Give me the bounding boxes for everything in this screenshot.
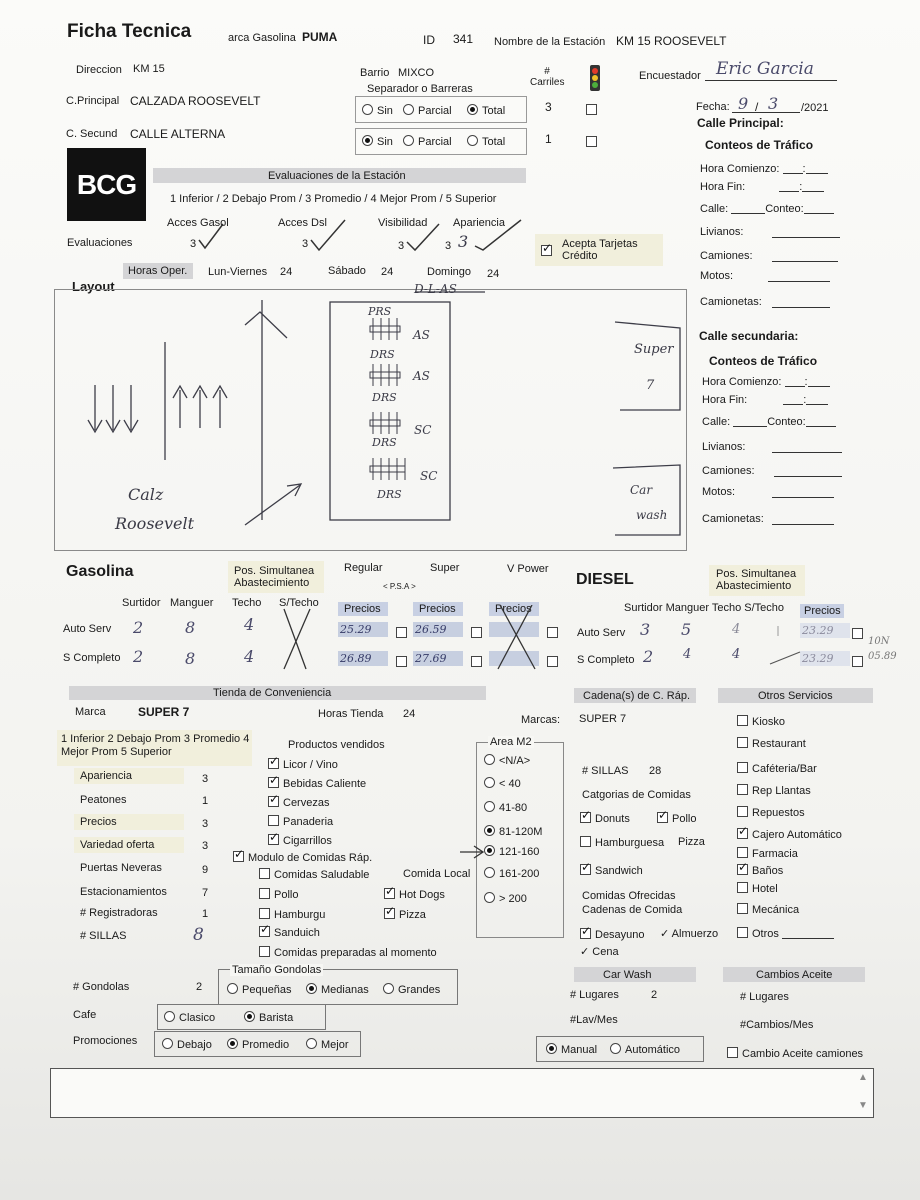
station-label: Nombre de la Estación — [494, 36, 606, 48]
rating-puertas-value: 9 — [202, 864, 209, 876]
diesel-columns-header: Surtidor Manguer Techo S/Techo — [624, 602, 784, 614]
gas-comp-surtidor[interactable]: 2 — [133, 647, 144, 666]
ts-livianos: Livianos: — [702, 441, 746, 453]
rating-peatones-value: 1 — [202, 795, 209, 807]
gas-auto-super-price[interactable]: 26.59 — [413, 622, 463, 637]
producto-panaderia[interactable]: Panaderia — [268, 815, 333, 828]
cafe-label: Cafe — [73, 1009, 97, 1021]
sep-principal-total[interactable]: Total — [467, 104, 505, 117]
acces-gasol-value: 3 — [190, 238, 197, 250]
tamano-medianas[interactable]: Medianas — [306, 983, 369, 996]
rating-peatones-label: Peatones — [80, 794, 127, 806]
semaforo-principal-checkbox[interactable] — [586, 101, 601, 119]
rating-estacionamientos-label: Estacionamientos — [80, 886, 167, 898]
cadena-sillas-value: 28 — [649, 765, 662, 777]
gasolina-title: Gasolina — [66, 563, 134, 580]
gas-super-label: Super — [430, 562, 460, 574]
conteos-principal-title: Conteos de Tráfico — [705, 138, 814, 152]
cat-pollo[interactable]: ✓ Pollo — [657, 812, 696, 825]
otros-hotel[interactable]: Hotel — [737, 882, 778, 895]
apariencia-label: Apariencia — [453, 217, 505, 229]
tarjetas-checkbox[interactable] — [541, 242, 556, 260]
acces-gasol-label: Acces Gasol — [167, 217, 229, 229]
oferta-desayuno[interactable]: ✓Desayuno — [580, 928, 645, 941]
station-value: KM 15 ROOSEVELT — [616, 34, 727, 48]
categorias-title: Catgorias de Comidas — [582, 789, 691, 801]
diesel-note-1: 10N — [868, 636, 890, 647]
ts-camiones: Camiones: — [702, 465, 755, 477]
area-gt200[interactable]: > 200 — [484, 892, 527, 905]
tp-hora-comienzo: Hora Comienzo: : — [700, 163, 828, 175]
evaluation-check-marks — [195, 218, 535, 254]
tp-camiones: Camiones: — [700, 250, 753, 262]
tp-hora-fin: Hora Fin: : — [700, 181, 824, 193]
otros-cajero[interactable]: ✓Cajero Automático — [737, 828, 842, 841]
diesel-comp-techo[interactable]: 4 — [732, 647, 741, 662]
diesel-auto-price[interactable]: 23.29 — [800, 623, 850, 638]
ficha-page: Ficha Tecnica arca Gasolina PUMA ID 341 Nombre de la Estación KM 15 ROOSEVELT Direccion KM 15 C.Principal CALZADA ROOSEVELT C. Secund CALLE ALTERNA Barrio MIXCO Separador o Barreras Sin Parcial Total Sin Parcial Total # Carriles 3 1 Encuestador Eric Garcia Fecha: 9 / 3 /2021 BCG Evaluaciones de la Estación 1 Inferior / 2 Debajo Prom / 3 Promedio / 4 Mejor Prom / 5 Superior Evaluaciones Acces Gasol 3 Acces Dsl 3 Visibilidad 3 Apariencia 3 3 ✓ Acepta Tarjetas Crédito Horas Oper. Lun-Viernes 24 Sábado 24 Domingo 24 Layout D-L-AS PRS AS DRS AS DRS SC DRS SC DRS Super 7 Car wash Calz Roosevelt Calle Principal: Conteos de Tráfico Hora Comienzo: : Hora Fin: : Calle: Conteo: Livianos: Camiones: Motos: Camionetas: Calle secundaria: Conteos de Tráfico Hora Comienzo: : Hora Fin: : Calle: Conteo: Livianos: Camiones: Motos: Camionetas: Gasolina Pos. Simultanea Abastecimiento Regular Super V Power < P.S.A > Surtidor Manguer Techo S/Techo Precios Precios Precios Auto Serv 2 8 4 25.29 26.59 S Completo 2 8 4 26.89 27.69 DIESEL Pos. Simultanea Abastecimiento Surtidor Manguer Techo S/Techo Precios Auto Serv 3 5 4 23.29 S Completo 2 4 4 23.29 10N 05.89 Tienda de Conveniencia Marca SUPER 7 Horas Tienda 24 1 Inferior 2 Debajo Prom 3 Promedio 4 Mejor Prom 5 Superior Apariencia 3 Peatones 1 Precios 3 Variedad oferta 3 Puertas Neveras 9 Estacionamientos 7 # Registradoras 1 # SILLAS 8 Productos vendidos ✓Licor / Vino ✓Bebidas Caliente ✓Cervezas Panaderia ✓Cigarrillos ✓Modulo de Comidas Ráp. Comidas Saludable Comida Local Pollo ✓ Hot Dogs Hamburgu ✓ Pizza ✓Sanduich Comidas preparadas al momento Area M2 <N/A> < 40 41-80 81-120M 121-160 161-200 > 200 # Gondolas 2 Tamaño Gondolas Pequeñas Medianas Grandes Cafe Clasico Barista Promociones Debajo Promedio Mejor Cadena(s) de C. Ráp. Marcas: SUPER 7 # SILLAS 28 Catgorias de Comidas ✓Donuts ✓ Pollo Hamburguesa Pizza ✓Sandwich Comidas Ofrecidas Cadenas de Comida ✓Desayuno ✓ Almuerzo ✓ Cena Otros Servicios Kiosko Restaurant Caféteria/Bar Rep Llantas Repuestos ✓Cajero Automático Farmacia ✓Baños Hotel Mecánica Otros Car Wash # Lugares 2 #Lav/Mes Manual Automático Cambios Aceite # Lugares #Cambios/Mes Cambio Aceite camiones ▲ ▼ — [0, 0, 920, 1200]
gas-precios-vpower: Precios — [495, 603, 532, 615]
rating-puertas-label: Puertas Neveras — [80, 862, 162, 874]
traffic-light-icon — [584, 64, 606, 94]
gas-possim-label: Pos. Simultanea Abastecimiento — [234, 565, 315, 590]
lunvie-value: 24 — [280, 266, 293, 278]
sketch-drs-3: DRS — [372, 436, 397, 449]
tamano-grandes[interactable]: Grandes — [383, 983, 440, 996]
comida-saludable[interactable]: Comidas Saludable — [259, 868, 369, 881]
promo-promedio[interactable]: Promedio — [227, 1038, 289, 1051]
tamano-pequenas[interactable]: Pequeñas — [227, 983, 292, 996]
conteos-secundaria-title: Conteos de Tráfico — [709, 354, 818, 368]
tp-motos: Motos: — [700, 270, 734, 282]
sketch-roosevelt: Roosevelt — [115, 514, 195, 533]
sep-principal-parcial[interactable]: Parcial — [403, 104, 452, 117]
tp-camionetas: Camionetas: — [700, 296, 762, 308]
gas-comp-techo[interactable]: 4 — [244, 647, 255, 666]
comida-pizza[interactable]: ✓ Pizza — [384, 908, 426, 921]
rating-precios-value: 3 — [202, 818, 209, 830]
ts-hora-fin: Hora Fin: : — [702, 394, 828, 406]
encuestador-line — [705, 80, 837, 81]
otros-cafeteria[interactable]: Caféteria/Bar — [737, 762, 817, 775]
carwash-lugares-label: # Lugares — [570, 989, 619, 1001]
diesel-title: DIESEL — [576, 571, 634, 588]
tp-calle-conteo: Calle: Conteo: — [700, 203, 834, 215]
comida-sanduich[interactable]: ✓Sanduich — [259, 926, 320, 939]
area-161-200[interactable]: 161-200 — [484, 867, 539, 880]
area-121-160[interactable]: 121-160 — [484, 845, 539, 858]
otros-farmacia[interactable]: Farmacia — [737, 847, 798, 860]
cat-pizza-label: Pizza — [678, 836, 705, 848]
otros-title: Otros Servicios — [758, 690, 833, 702]
arrow-mark-icon — [458, 840, 488, 862]
ts-camionetas: Camionetas: — [702, 513, 764, 525]
diesel-strike — [768, 620, 804, 668]
fecha-month[interactable]: 3 — [768, 94, 779, 113]
bcg-logo: BCG — [67, 148, 146, 221]
carriles-principal: 3 — [545, 100, 552, 114]
encuestador-label: Encuestador — [639, 70, 701, 82]
cat-sandwich[interactable]: ✓Sandwich — [580, 864, 643, 877]
area-81-120[interactable]: 81-120M — [484, 825, 542, 838]
ts-calle-conteo: Calle: Conteo: — [702, 416, 836, 428]
horas-oper-label: Horas Oper. — [128, 265, 188, 277]
rating-precios-label: Precios — [80, 816, 117, 828]
gas-comp-super-price[interactable]: 27.69 — [413, 651, 463, 666]
oferta-cena[interactable]: ✓ Cena — [580, 946, 619, 958]
apariencia-value: 3 — [445, 240, 452, 252]
gas-auto-regular-price[interactable]: 25.29 — [338, 622, 388, 637]
promo-mejor[interactable]: Mejor — [306, 1038, 349, 1051]
area-lt40[interactable]: < 40 — [484, 777, 521, 790]
otros-otros[interactable]: Otros — [737, 927, 834, 940]
cafe-clasico[interactable]: Clasico — [164, 1011, 215, 1024]
ts-hora-comienzo: Hora Comienzo: : — [702, 376, 830, 388]
rating-apariencia-label: Apariencia — [80, 770, 132, 782]
sep-secund-parcial[interactable]: Parcial — [403, 135, 452, 148]
sketch-calz: Calz — [128, 485, 164, 504]
gondolas-label: # Gondolas — [73, 981, 130, 993]
strike-marks — [270, 605, 550, 673]
aceite-camiones[interactable]: Cambio Aceite camiones — [727, 1047, 863, 1060]
diesel-auto-techo[interactable]: 4 — [732, 622, 741, 637]
gas-precios-super: Precios — [419, 603, 456, 615]
productos-title: Productos vendidos — [288, 739, 385, 751]
promo-debajo[interactable]: Debajo — [162, 1038, 212, 1051]
tienda-horas-label: Horas Tienda — [318, 708, 384, 720]
sep-secund-sin[interactable]: Sin — [362, 135, 393, 148]
sketch-drs-1: DRS — [370, 348, 395, 361]
sketch-drs-4: DRS — [377, 488, 402, 501]
comments-scroll-up-icon[interactable]: ▲ — [858, 1072, 868, 1083]
sketch-super-2: 7 — [646, 378, 655, 393]
evaluaciones-row-label: Evaluaciones — [67, 237, 133, 249]
rating-variedad-label: Variedad oferta — [80, 839, 155, 851]
comida-hamburgu[interactable]: Hamburgu — [259, 908, 325, 921]
producto-cigarrillos[interactable]: ✓Cigarrillos — [268, 834, 332, 847]
sketch-as-1: AS — [413, 328, 430, 342]
gas-auto-manguer[interactable]: 8 — [185, 618, 196, 637]
evaluaciones-title: Evaluaciones de la Estación — [268, 170, 406, 182]
comida-pollo[interactable]: Pollo — [259, 888, 298, 901]
cadenas-comida-label: Cadenas de Comida — [582, 904, 683, 916]
calle-principal-title: Calle Principal: — [697, 116, 784, 130]
domingo-label: Domingo — [427, 266, 472, 278]
principal-label: C.Principal — [66, 95, 120, 107]
producto-licor[interactable]: ✓Licor / Vino — [268, 758, 338, 771]
diesel-auto-manguer[interactable]: 5 — [681, 620, 692, 639]
cafe-barista[interactable]: Barista — [244, 1011, 293, 1024]
otros-kiosko[interactable]: Kiosko — [737, 715, 785, 728]
sketch-carwash-1: Car — [630, 483, 653, 497]
tp-livianos: Livianos: — [700, 226, 744, 238]
comida-preparadas[interactable]: Comidas preparadas al momento — [259, 946, 437, 959]
area-group — [476, 742, 564, 938]
gas-comp-manguer[interactable]: 8 — [185, 649, 196, 668]
promociones-label: Promociones — [73, 1035, 138, 1047]
ts-motos: Motos: — [702, 486, 736, 498]
gas-psa-label: < P.S.A > — [383, 582, 416, 591]
diesel-auto-cb[interactable] — [852, 625, 867, 643]
domingo-value: 24 — [487, 268, 500, 280]
carwash-manual[interactable]: Manual — [546, 1043, 597, 1056]
cadena-marcas-value: SUPER 7 — [579, 713, 627, 725]
sep-secund-total[interactable]: Total — [467, 135, 505, 148]
carriles-label: # Carriles — [530, 66, 565, 88]
comida-hotdogs[interactable]: ✓ Hot Dogs — [384, 888, 445, 901]
sketch-carwash-2: wash — [636, 508, 668, 522]
gas-manguer-header: Manguer — [170, 597, 214, 609]
cat-donuts[interactable]: ✓Donuts — [580, 812, 630, 825]
diesel-precios-header: Precios — [804, 605, 841, 617]
gas-regular-label: Regular — [344, 562, 383, 574]
diesel-note-2: 05.89 — [868, 651, 897, 662]
area-title: Area M2 — [490, 736, 532, 748]
aceite-title: Cambios Aceite — [756, 969, 833, 981]
modulo-comidas[interactable]: ✓Modulo de Comidas Ráp. — [233, 851, 372, 864]
gas-surtidor-header: Surtidor — [122, 597, 161, 609]
rating-variedad-value: 3 — [202, 840, 209, 852]
tamano-title: Tamaño Gondolas — [232, 964, 322, 976]
carriles-secund: 1 — [545, 132, 552, 146]
diesel-comp-surtidor[interactable]: 2 — [643, 647, 654, 666]
diesel-comp-price[interactable]: 23.29 — [800, 651, 850, 666]
lunvie-label: Lun-Viernes — [208, 266, 268, 278]
visibilidad-value: 3 — [398, 240, 405, 252]
otros-rep-llantas[interactable]: Rep Llantas — [737, 784, 811, 797]
encuestador-value[interactable]: Eric Garcia — [716, 59, 814, 79]
marca-value: PUMA — [302, 30, 338, 44]
rating-sillas-value[interactable]: 8 — [193, 925, 204, 945]
principal-value: CALZADA ROOSEVELT — [130, 94, 261, 108]
otros-repuestos[interactable]: Repuestos — [737, 806, 805, 819]
fecha-label: Fecha: — [696, 101, 730, 113]
sep-principal-sin[interactable]: Sin — [362, 104, 393, 117]
layout-sketch-lines — [55, 290, 685, 548]
diesel-comp-cb[interactable] — [852, 653, 867, 671]
acces-dsl-label: Acces Dsl — [278, 217, 327, 229]
apariencia-handwritten: 3 — [458, 232, 469, 251]
fecha-day[interactable]: 9 — [738, 94, 749, 113]
diesel-auto-label: Auto Serv — [577, 627, 626, 639]
cadena-title: Cadena(s) de C. Ráp. — [583, 690, 690, 702]
tienda-marca-label: Marca — [75, 706, 106, 718]
gondolas-value: 2 — [196, 981, 203, 993]
producto-cervezas[interactable]: ✓Cervezas — [268, 796, 329, 809]
sketch-top-label: D-L-AS — [414, 282, 457, 296]
gas-auto-techo[interactable]: 4 — [244, 615, 255, 634]
aceite-lugares-label: # Lugares — [740, 991, 789, 1003]
comments-scroll-down-icon[interactable]: ▼ — [858, 1100, 868, 1111]
barrio-label: Barrio — [360, 67, 390, 79]
sketch-as-2: AS — [413, 369, 430, 383]
evaluaciones-scale: 1 Inferior / 2 Debajo Prom / 3 Promedio / 4 Mejor Prom / 5 Superior — [170, 193, 497, 205]
cadena-marcas-label: Marcas: — [521, 714, 561, 726]
oferta-almuerzo[interactable]: ✓ Almuerzo — [660, 928, 719, 940]
sketch-super-1: Super — [634, 342, 674, 357]
acces-dsl-value: 3 — [302, 238, 309, 250]
id-value: 341 — [453, 32, 474, 46]
producto-bebidas[interactable]: ✓Bebidas Caliente — [268, 777, 366, 790]
diesel-possim-label: Pos. Simultanea Abastecimiento — [716, 568, 797, 593]
sketch-sc-1: SC — [414, 423, 432, 437]
otros-restaurant[interactable]: Restaurant — [737, 737, 806, 750]
otros-banos[interactable]: ✓Baños — [737, 864, 783, 877]
sabado-label: Sábado — [328, 265, 366, 277]
direccion-label: Direccion — [76, 64, 122, 76]
carwash-automatico[interactable]: Automático — [610, 1043, 680, 1056]
id-label: ID — [423, 33, 435, 47]
gas-stecho-header: S/Techo — [279, 597, 319, 609]
barrio-value: MIXCO — [398, 67, 435, 79]
tienda-horas-value: 24 — [403, 708, 416, 720]
tienda-title: Tienda de Conveniencia — [213, 687, 332, 699]
aceite-cambios-label: #Cambios/Mes — [740, 1019, 814, 1031]
rating-registradoras-label: # Registradoras — [80, 907, 158, 919]
cadena-sillas-label: # SILLAS — [582, 765, 629, 777]
gas-auto-surtidor[interactable]: 2 — [133, 618, 144, 637]
diesel-comp-label: S Completo — [577, 654, 635, 666]
tarjetas-label: Acepta Tarjetas Crédito — [562, 238, 638, 263]
secund-label: C. Secund — [66, 128, 118, 140]
direccion-value: KM 15 — [133, 63, 165, 75]
comments-textarea[interactable] — [50, 1068, 874, 1118]
gas-comp-regular-price[interactable]: 26.89 — [338, 651, 388, 666]
marca-label: arca Gasolina — [228, 32, 296, 44]
carwash-lugares-value: 2 — [651, 989, 658, 1001]
visibilidad-label: Visibilidad — [378, 217, 428, 229]
fecha-year: /2021 — [801, 102, 829, 114]
gas-precios-regular: Precios — [344, 603, 381, 615]
rating-estacionamientos-value: 7 — [202, 887, 209, 899]
gas-techo-header: Techo — [232, 597, 262, 609]
area-41-80[interactable]: 41-80 — [484, 801, 527, 814]
gas-auto-label: Auto Serv — [63, 623, 112, 635]
sketch-drs-2: DRS — [372, 391, 397, 404]
gas-vpower-label: V Power — [507, 563, 549, 575]
cat-hamburguesa[interactable]: Hamburguesa — [580, 836, 664, 849]
area-na[interactable]: <N/A> — [484, 754, 530, 767]
diesel-comp-manguer[interactable]: 4 — [683, 647, 692, 662]
rating-apariencia-value: 3 — [202, 773, 209, 785]
layout-title: Layout — [72, 279, 115, 294]
carwash-title: Car Wash — [603, 969, 652, 981]
semaforo-secund-checkbox[interactable] — [586, 133, 601, 151]
sketch-prs-1: PRS — [368, 305, 392, 318]
secund-value: CALLE ALTERNA — [130, 127, 226, 141]
rating-sillas-label: # SILLAS — [80, 930, 127, 942]
otros-mecanica[interactable]: Mecánica — [737, 903, 799, 916]
rating-registradoras-value: 1 — [202, 908, 209, 920]
diesel-auto-surtidor[interactable]: 3 — [640, 620, 651, 639]
sketch-sc-2: SC — [420, 469, 438, 483]
tienda-marca-value: SUPER 7 — [138, 705, 190, 719]
comidas-ofrecidas-label: Comidas Ofrecidas — [582, 890, 676, 902]
gas-comp-label: S Completo — [63, 652, 121, 664]
comida-local-label: Comida Local — [403, 868, 471, 880]
calle-secundaria-title: Calle secundaria: — [699, 329, 799, 343]
form-title: Ficha Tecnica — [67, 21, 192, 42]
carwash-lavmes-label: #Lav/Mes — [570, 1014, 618, 1026]
sabado-value: 24 — [381, 266, 394, 278]
separador-title: Separador o Barreras — [367, 83, 473, 95]
tienda-scale: 1 Inferior 2 Debajo Prom 3 Promedio 4 Mejor Prom 5 Superior — [61, 733, 250, 758]
